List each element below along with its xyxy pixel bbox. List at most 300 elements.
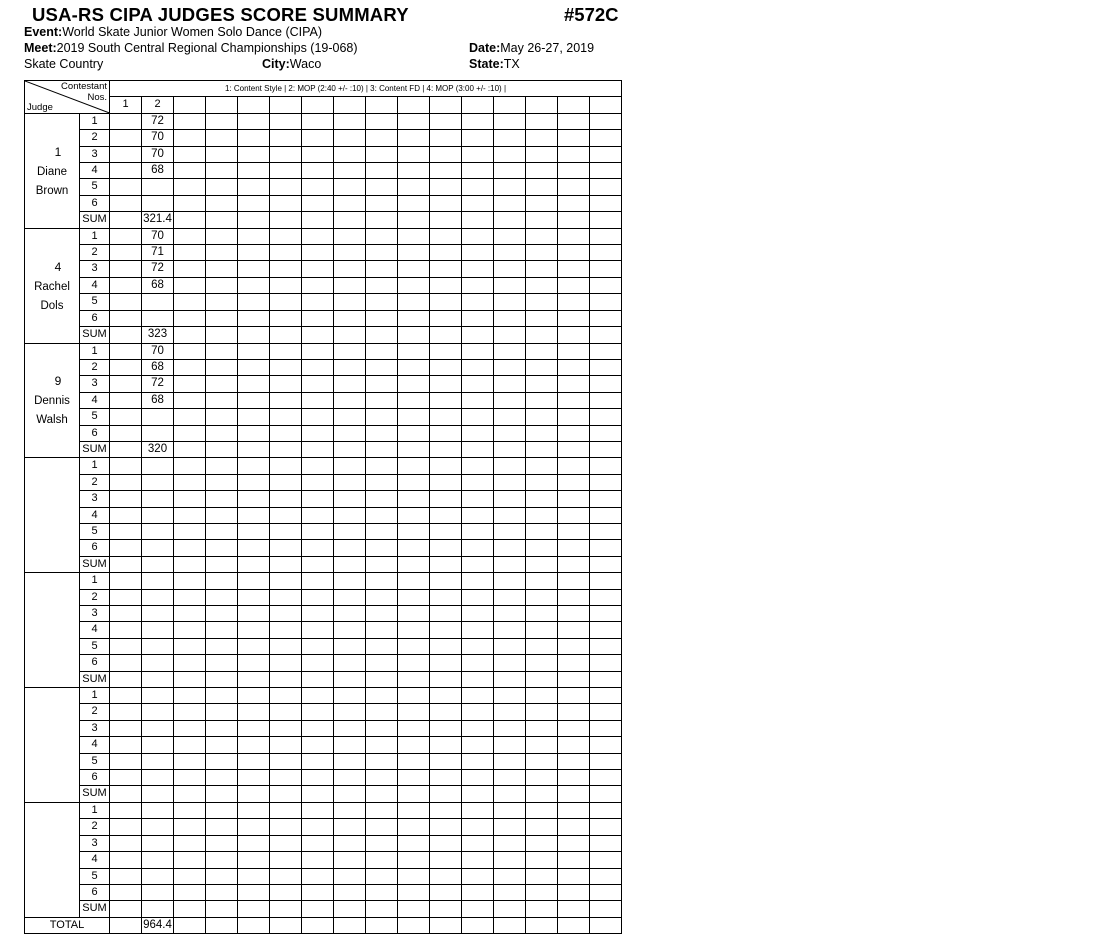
- score-cell[interactable]: [526, 261, 558, 277]
- score-cell[interactable]: [206, 409, 238, 425]
- score-cell[interactable]: [494, 720, 526, 736]
- score-cell[interactable]: [206, 507, 238, 523]
- score-cell[interactable]: [366, 491, 398, 507]
- score-cell[interactable]: [462, 409, 494, 425]
- score-cell[interactable]: [558, 802, 590, 818]
- score-cell[interactable]: [206, 770, 238, 786]
- score-cell[interactable]: [334, 113, 366, 129]
- sum-cell[interactable]: [366, 556, 398, 572]
- sum-cell[interactable]: [590, 556, 622, 572]
- score-cell[interactable]: [270, 540, 302, 556]
- score-cell[interactable]: [558, 130, 590, 146]
- score-cell[interactable]: [334, 458, 366, 474]
- score-cell[interactable]: [494, 523, 526, 539]
- score-cell[interactable]: [590, 770, 622, 786]
- score-cell[interactable]: [110, 606, 142, 622]
- sum-cell[interactable]: [590, 441, 622, 457]
- score-cell[interactable]: [334, 523, 366, 539]
- score-cell[interactable]: [174, 688, 206, 704]
- score-cell[interactable]: [366, 245, 398, 261]
- sum-cell[interactable]: [558, 671, 590, 687]
- score-cell[interactable]: [270, 163, 302, 179]
- sum-cell[interactable]: 321.4: [142, 212, 174, 228]
- score-cell[interactable]: [110, 507, 142, 523]
- score-cell[interactable]: [430, 688, 462, 704]
- score-cell[interactable]: [174, 179, 206, 195]
- score-cell[interactable]: 72: [142, 261, 174, 277]
- score-cell[interactable]: [238, 868, 270, 884]
- score-cell[interactable]: [430, 343, 462, 359]
- score-cell[interactable]: [494, 540, 526, 556]
- score-cell[interactable]: [558, 474, 590, 490]
- score-cell[interactable]: [494, 638, 526, 654]
- score-cell[interactable]: [430, 425, 462, 441]
- score-cell[interactable]: [494, 261, 526, 277]
- score-cell[interactable]: [110, 179, 142, 195]
- score-cell[interactable]: [462, 491, 494, 507]
- score-cell[interactable]: [558, 737, 590, 753]
- score-cell[interactable]: [366, 458, 398, 474]
- score-cell[interactable]: [174, 655, 206, 671]
- score-cell[interactable]: [462, 655, 494, 671]
- score-cell[interactable]: [430, 310, 462, 326]
- score-cell[interactable]: [174, 113, 206, 129]
- score-cell[interactable]: [494, 113, 526, 129]
- score-cell[interactable]: [462, 835, 494, 851]
- score-cell[interactable]: [238, 474, 270, 490]
- score-cell[interactable]: [110, 474, 142, 490]
- score-cell[interactable]: [366, 163, 398, 179]
- score-cell[interactable]: [270, 392, 302, 408]
- score-cell[interactable]: [430, 392, 462, 408]
- score-cell[interactable]: [398, 409, 430, 425]
- score-cell[interactable]: [558, 277, 590, 293]
- score-cell[interactable]: [398, 835, 430, 851]
- score-cell[interactable]: [398, 163, 430, 179]
- sum-cell[interactable]: [526, 556, 558, 572]
- score-cell[interactable]: [142, 655, 174, 671]
- score-cell[interactable]: [270, 573, 302, 589]
- score-cell[interactable]: 68: [142, 392, 174, 408]
- sum-cell[interactable]: [334, 901, 366, 917]
- score-cell[interactable]: [526, 835, 558, 851]
- sum-cell[interactable]: [270, 556, 302, 572]
- score-cell[interactable]: [430, 113, 462, 129]
- sum-cell[interactable]: [334, 212, 366, 228]
- score-cell[interactable]: [110, 409, 142, 425]
- score-cell[interactable]: 68: [142, 359, 174, 375]
- score-cell[interactable]: [238, 343, 270, 359]
- score-cell[interactable]: [430, 130, 462, 146]
- score-cell[interactable]: [270, 720, 302, 736]
- score-cell[interactable]: [110, 589, 142, 605]
- score-cell[interactable]: [110, 245, 142, 261]
- score-cell[interactable]: [142, 458, 174, 474]
- score-cell[interactable]: [558, 589, 590, 605]
- sum-cell[interactable]: [174, 786, 206, 802]
- sum-cell[interactable]: [462, 556, 494, 572]
- score-cell[interactable]: [462, 310, 494, 326]
- score-cell[interactable]: [366, 376, 398, 392]
- score-cell[interactable]: [526, 376, 558, 392]
- score-cell[interactable]: [526, 884, 558, 900]
- score-cell[interactable]: [270, 884, 302, 900]
- score-cell[interactable]: [110, 688, 142, 704]
- score-cell[interactable]: [430, 294, 462, 310]
- score-cell[interactable]: [494, 573, 526, 589]
- score-cell[interactable]: [590, 294, 622, 310]
- score-cell[interactable]: [174, 868, 206, 884]
- score-cell[interactable]: [334, 343, 366, 359]
- score-cell[interactable]: [334, 507, 366, 523]
- score-cell[interactable]: [302, 737, 334, 753]
- score-cell[interactable]: [270, 195, 302, 211]
- score-cell[interactable]: [366, 688, 398, 704]
- score-cell[interactable]: [142, 507, 174, 523]
- score-cell[interactable]: [142, 819, 174, 835]
- score-cell[interactable]: [494, 458, 526, 474]
- score-cell[interactable]: [238, 638, 270, 654]
- score-cell[interactable]: [238, 884, 270, 900]
- score-cell[interactable]: [334, 655, 366, 671]
- sum-cell[interactable]: [558, 786, 590, 802]
- score-cell[interactable]: [206, 523, 238, 539]
- score-cell[interactable]: [430, 573, 462, 589]
- score-cell[interactable]: [302, 852, 334, 868]
- score-cell[interactable]: [142, 589, 174, 605]
- score-cell[interactable]: [142, 753, 174, 769]
- score-cell[interactable]: [366, 753, 398, 769]
- sum-cell[interactable]: [174, 327, 206, 343]
- score-cell[interactable]: [302, 835, 334, 851]
- score-cell[interactable]: [430, 163, 462, 179]
- sum-cell[interactable]: [174, 671, 206, 687]
- sum-cell[interactable]: [238, 786, 270, 802]
- score-cell[interactable]: [590, 228, 622, 244]
- score-cell[interactable]: [206, 474, 238, 490]
- score-cell[interactable]: [590, 507, 622, 523]
- score-cell[interactable]: [494, 425, 526, 441]
- score-cell[interactable]: [590, 261, 622, 277]
- score-cell[interactable]: [238, 228, 270, 244]
- sum-cell[interactable]: [526, 212, 558, 228]
- score-cell[interactable]: [558, 310, 590, 326]
- score-cell[interactable]: [558, 179, 590, 195]
- score-cell[interactable]: [174, 146, 206, 162]
- score-cell[interactable]: [142, 491, 174, 507]
- sum-cell[interactable]: [558, 556, 590, 572]
- sum-cell[interactable]: [334, 556, 366, 572]
- sum-cell[interactable]: [558, 212, 590, 228]
- score-cell[interactable]: [462, 688, 494, 704]
- score-cell[interactable]: [110, 720, 142, 736]
- sum-cell[interactable]: [142, 901, 174, 917]
- score-cell[interactable]: [494, 819, 526, 835]
- score-cell[interactable]: [110, 130, 142, 146]
- score-cell[interactable]: [462, 113, 494, 129]
- score-cell[interactable]: [462, 589, 494, 605]
- score-cell[interactable]: [238, 195, 270, 211]
- score-cell[interactable]: [110, 737, 142, 753]
- sum-cell[interactable]: [558, 901, 590, 917]
- score-cell[interactable]: [366, 720, 398, 736]
- score-cell[interactable]: [526, 474, 558, 490]
- score-cell[interactable]: [462, 425, 494, 441]
- score-cell[interactable]: [302, 802, 334, 818]
- score-cell[interactable]: [590, 540, 622, 556]
- sum-cell[interactable]: [270, 671, 302, 687]
- score-cell[interactable]: [206, 392, 238, 408]
- score-cell[interactable]: [174, 409, 206, 425]
- score-cell[interactable]: [430, 638, 462, 654]
- score-cell[interactable]: [334, 409, 366, 425]
- score-cell[interactable]: [334, 163, 366, 179]
- score-cell[interactable]: [526, 606, 558, 622]
- sum-cell[interactable]: [494, 671, 526, 687]
- score-cell[interactable]: [526, 770, 558, 786]
- score-cell[interactable]: [270, 491, 302, 507]
- sum-cell[interactable]: [238, 327, 270, 343]
- score-cell[interactable]: [590, 392, 622, 408]
- score-cell[interactable]: [494, 852, 526, 868]
- score-cell[interactable]: [270, 770, 302, 786]
- sum-cell[interactable]: [366, 441, 398, 457]
- score-cell[interactable]: [590, 425, 622, 441]
- score-cell[interactable]: [302, 720, 334, 736]
- sum-cell[interactable]: [430, 901, 462, 917]
- sum-cell[interactable]: [590, 901, 622, 917]
- score-cell[interactable]: [302, 753, 334, 769]
- score-cell[interactable]: [590, 310, 622, 326]
- sum-cell[interactable]: [526, 671, 558, 687]
- sum-cell[interactable]: [494, 901, 526, 917]
- score-cell[interactable]: [462, 261, 494, 277]
- score-cell[interactable]: [270, 130, 302, 146]
- score-cell[interactable]: [174, 376, 206, 392]
- sum-cell[interactable]: [206, 441, 238, 457]
- score-cell[interactable]: [334, 491, 366, 507]
- score-cell[interactable]: [206, 573, 238, 589]
- score-cell[interactable]: [206, 835, 238, 851]
- score-cell[interactable]: [270, 704, 302, 720]
- sum-cell[interactable]: [590, 212, 622, 228]
- score-cell[interactable]: [398, 310, 430, 326]
- score-cell[interactable]: [398, 884, 430, 900]
- score-cell[interactable]: [238, 163, 270, 179]
- score-cell[interactable]: [174, 343, 206, 359]
- score-cell[interactable]: [430, 704, 462, 720]
- score-cell[interactable]: [110, 310, 142, 326]
- score-cell[interactable]: [526, 409, 558, 425]
- score-cell[interactable]: [238, 409, 270, 425]
- score-cell[interactable]: [590, 343, 622, 359]
- sum-cell[interactable]: [174, 441, 206, 457]
- sum-cell[interactable]: [302, 327, 334, 343]
- score-cell[interactable]: [494, 228, 526, 244]
- score-cell[interactable]: [366, 589, 398, 605]
- score-cell[interactable]: [590, 655, 622, 671]
- score-cell[interactable]: [334, 425, 366, 441]
- score-cell[interactable]: [110, 622, 142, 638]
- score-cell[interactable]: [430, 261, 462, 277]
- score-cell[interactable]: [174, 163, 206, 179]
- score-cell[interactable]: [270, 179, 302, 195]
- sum-cell[interactable]: [110, 212, 142, 228]
- score-cell[interactable]: [302, 359, 334, 375]
- score-cell[interactable]: [302, 146, 334, 162]
- score-cell[interactable]: [398, 638, 430, 654]
- score-cell[interactable]: [238, 458, 270, 474]
- score-cell[interactable]: [110, 655, 142, 671]
- score-cell[interactable]: [590, 704, 622, 720]
- score-cell[interactable]: [366, 884, 398, 900]
- score-cell[interactable]: [334, 622, 366, 638]
- score-cell[interactable]: [110, 392, 142, 408]
- sum-cell[interactable]: [462, 212, 494, 228]
- score-cell[interactable]: 70: [142, 130, 174, 146]
- score-cell[interactable]: [430, 655, 462, 671]
- score-cell[interactable]: [270, 409, 302, 425]
- score-cell[interactable]: [110, 294, 142, 310]
- score-cell[interactable]: [238, 835, 270, 851]
- score-cell[interactable]: [334, 179, 366, 195]
- score-cell[interactable]: [174, 277, 206, 293]
- score-cell[interactable]: [526, 491, 558, 507]
- score-cell[interactable]: [398, 540, 430, 556]
- sum-cell[interactable]: [174, 556, 206, 572]
- sum-cell[interactable]: [174, 901, 206, 917]
- score-cell[interactable]: [494, 884, 526, 900]
- score-cell[interactable]: [302, 819, 334, 835]
- score-cell[interactable]: [558, 835, 590, 851]
- score-cell[interactable]: [462, 179, 494, 195]
- score-cell[interactable]: [302, 573, 334, 589]
- score-cell[interactable]: [110, 704, 142, 720]
- score-cell[interactable]: [302, 343, 334, 359]
- score-cell[interactable]: [526, 540, 558, 556]
- score-cell[interactable]: [142, 606, 174, 622]
- score-cell[interactable]: [238, 589, 270, 605]
- sum-cell[interactable]: [494, 441, 526, 457]
- score-cell[interactable]: [174, 720, 206, 736]
- score-cell[interactable]: [174, 606, 206, 622]
- score-cell[interactable]: [398, 245, 430, 261]
- score-cell[interactable]: [366, 130, 398, 146]
- sum-cell[interactable]: [462, 901, 494, 917]
- score-cell[interactable]: [398, 458, 430, 474]
- score-cell[interactable]: [462, 523, 494, 539]
- sum-cell[interactable]: [526, 441, 558, 457]
- score-cell[interactable]: [590, 146, 622, 162]
- sum-cell[interactable]: [430, 556, 462, 572]
- score-cell[interactable]: [494, 392, 526, 408]
- score-cell[interactable]: [494, 409, 526, 425]
- score-cell[interactable]: [590, 523, 622, 539]
- score-cell[interactable]: [462, 458, 494, 474]
- score-cell[interactable]: [302, 523, 334, 539]
- score-cell[interactable]: [590, 688, 622, 704]
- score-cell[interactable]: [494, 343, 526, 359]
- sum-cell[interactable]: [238, 671, 270, 687]
- score-cell[interactable]: [462, 737, 494, 753]
- score-cell[interactable]: [558, 245, 590, 261]
- score-cell[interactable]: [142, 179, 174, 195]
- score-cell[interactable]: [430, 523, 462, 539]
- score-cell[interactable]: [238, 606, 270, 622]
- score-cell[interactable]: [430, 540, 462, 556]
- score-cell[interactable]: [206, 425, 238, 441]
- sum-cell[interactable]: [462, 671, 494, 687]
- score-cell[interactable]: [206, 491, 238, 507]
- score-cell[interactable]: [334, 852, 366, 868]
- score-cell[interactable]: [366, 261, 398, 277]
- score-cell[interactable]: [206, 458, 238, 474]
- score-cell[interactable]: [430, 376, 462, 392]
- score-cell[interactable]: [494, 376, 526, 392]
- score-cell[interactable]: [334, 835, 366, 851]
- score-cell[interactable]: [494, 507, 526, 523]
- score-cell[interactable]: [206, 622, 238, 638]
- score-cell[interactable]: [366, 277, 398, 293]
- score-cell[interactable]: [366, 819, 398, 835]
- score-cell[interactable]: [494, 146, 526, 162]
- score-cell[interactable]: [526, 163, 558, 179]
- score-cell[interactable]: [366, 802, 398, 818]
- sum-cell[interactable]: [494, 327, 526, 343]
- score-cell[interactable]: [110, 835, 142, 851]
- score-cell[interactable]: [174, 425, 206, 441]
- sum-cell[interactable]: [206, 212, 238, 228]
- sum-cell[interactable]: [206, 786, 238, 802]
- sum-cell[interactable]: [430, 671, 462, 687]
- score-cell[interactable]: [462, 753, 494, 769]
- score-cell[interactable]: [526, 852, 558, 868]
- sum-cell[interactable]: [398, 212, 430, 228]
- score-cell[interactable]: [174, 704, 206, 720]
- score-cell[interactable]: [142, 425, 174, 441]
- score-cell[interactable]: [430, 507, 462, 523]
- score-cell[interactable]: [558, 540, 590, 556]
- score-cell[interactable]: [430, 753, 462, 769]
- sum-cell[interactable]: [398, 556, 430, 572]
- score-cell[interactable]: [206, 606, 238, 622]
- score-cell[interactable]: [302, 507, 334, 523]
- score-cell[interactable]: [270, 474, 302, 490]
- score-cell[interactable]: [366, 507, 398, 523]
- score-cell[interactable]: [238, 294, 270, 310]
- sum-cell[interactable]: [430, 212, 462, 228]
- score-cell[interactable]: [110, 573, 142, 589]
- score-cell[interactable]: [174, 540, 206, 556]
- score-cell[interactable]: [430, 195, 462, 211]
- score-cell[interactable]: [590, 606, 622, 622]
- score-cell[interactable]: [270, 523, 302, 539]
- score-cell[interactable]: [430, 409, 462, 425]
- score-cell[interactable]: [590, 573, 622, 589]
- score-cell[interactable]: [494, 688, 526, 704]
- score-cell[interactable]: [494, 622, 526, 638]
- score-cell[interactable]: [110, 852, 142, 868]
- score-cell[interactable]: [398, 425, 430, 441]
- sum-cell[interactable]: [334, 786, 366, 802]
- score-cell[interactable]: [590, 720, 622, 736]
- score-cell[interactable]: [526, 704, 558, 720]
- score-cell[interactable]: [558, 458, 590, 474]
- score-cell[interactable]: [334, 277, 366, 293]
- score-cell[interactable]: [558, 655, 590, 671]
- score-cell[interactable]: [494, 245, 526, 261]
- score-cell[interactable]: [238, 688, 270, 704]
